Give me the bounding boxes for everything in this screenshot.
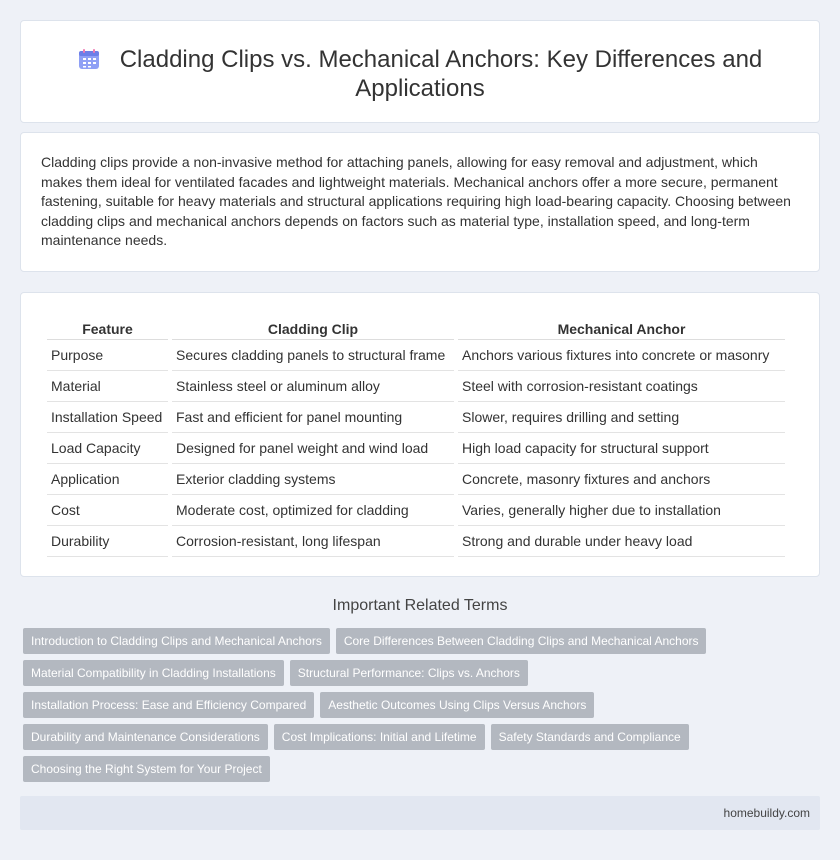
- related-term-tag[interactable]: Cost Implications: Initial and Lifetime: [274, 724, 485, 750]
- table-row: [47, 433, 785, 464]
- table-row: [47, 495, 785, 526]
- comparison-card: [20, 292, 820, 577]
- footer: [20, 796, 820, 830]
- table-row: [47, 340, 785, 371]
- table-cell: Secures cladding panels to structural frame: [172, 340, 454, 371]
- table-cell: Corrosion-resistant, long lifespan: [172, 526, 454, 557]
- header-feature: Feature: [47, 315, 168, 340]
- intro-text: Cladding clips provide a non-invasive method for attaching panels, allowing for easy removal and adjustment, which makes them ideal for ventilated facades and lightweight materials. Mechanical anchors offer a more secure, permanent fastening, suitable for heavy materials and structural applications requiring high load-bearing capacity. Choosing between cladding clips and mechanical anchors depends on factors such as material type, installation speed, and long-term maintenance needs.: [41, 154, 791, 248]
- intro-card: [20, 132, 820, 272]
- table-cell: Designed for panel weight and wind load: [172, 433, 454, 464]
- page-title: Cladding Clips vs. Mechanical Anchors: Key Differences and Applications: [119, 46, 763, 102]
- table-cell: High load capacity for structural support: [458, 433, 785, 464]
- related-term-tag[interactable]: Safety Standards and Compliance: [491, 724, 689, 750]
- table-cell: Application: [47, 464, 168, 495]
- table-row: [47, 526, 785, 557]
- related-term-tag[interactable]: Introduction to Cladding Clips and Mechanical Anchors: [23, 628, 330, 654]
- table-row: [47, 464, 785, 495]
- related-term-tag[interactable]: Choosing the Right System for Your Project: [23, 756, 270, 782]
- table-cell: Cost: [47, 495, 168, 526]
- related-term-tag[interactable]: Durability and Maintenance Considerations: [23, 724, 268, 750]
- header-mechanical-anchor: Mechanical Anchor: [458, 315, 785, 340]
- table-cell: Purpose: [47, 340, 168, 371]
- title-card: [20, 20, 820, 123]
- table-cell: Concrete, masonry fixtures and anchors: [458, 464, 785, 495]
- related-term-tag[interactable]: Structural Performance: Clips vs. Anchors: [290, 660, 528, 686]
- related-term-tag[interactable]: Aesthetic Outcomes Using Clips Versus Anchors: [320, 692, 594, 718]
- table-cell: Stainless steel or aluminum alloy: [172, 371, 454, 402]
- calendar-icon: [78, 48, 100, 70]
- related-terms-list: [23, 628, 723, 788]
- related-term-tag[interactable]: Material Compatibility in Cladding Installations: [23, 660, 284, 686]
- table-row: [47, 402, 785, 433]
- table-cell: Exterior cladding systems: [172, 464, 454, 495]
- table-cell: Strong and durable under heavy load: [458, 526, 785, 557]
- related-term-tag[interactable]: Core Differences Between Cladding Clips and Mechanical Anchors: [336, 628, 707, 654]
- related-term-tag[interactable]: Installation Process: Ease and Efficiency Compared: [23, 692, 314, 718]
- header-cladding-clip: Cladding Clip: [172, 315, 454, 340]
- comparison-table: [43, 315, 789, 557]
- table-cell: Anchors various fixtures into concrete or masonry: [458, 340, 785, 371]
- footer-site-link[interactable]: homebuildy.com: [723, 806, 810, 820]
- table-cell: Steel with corrosion-resistant coatings: [458, 371, 785, 402]
- table-cell: Load Capacity: [47, 433, 168, 464]
- page-title-wrap: [61, 45, 779, 103]
- table-cell: Slower, requires drilling and setting: [458, 402, 785, 433]
- table-cell: Fast and efficient for panel mounting: [172, 402, 454, 433]
- table-cell: Material: [47, 371, 168, 402]
- table-cell: Varies, generally higher due to installation: [458, 495, 785, 526]
- table-cell: Moderate cost, optimized for cladding: [172, 495, 454, 526]
- table-cell: Installation Speed: [47, 402, 168, 433]
- related-terms-title: Important Related Terms: [332, 597, 508, 614]
- table-header-row: [47, 315, 785, 340]
- table-row: [47, 371, 785, 402]
- table-cell: Durability: [47, 526, 168, 557]
